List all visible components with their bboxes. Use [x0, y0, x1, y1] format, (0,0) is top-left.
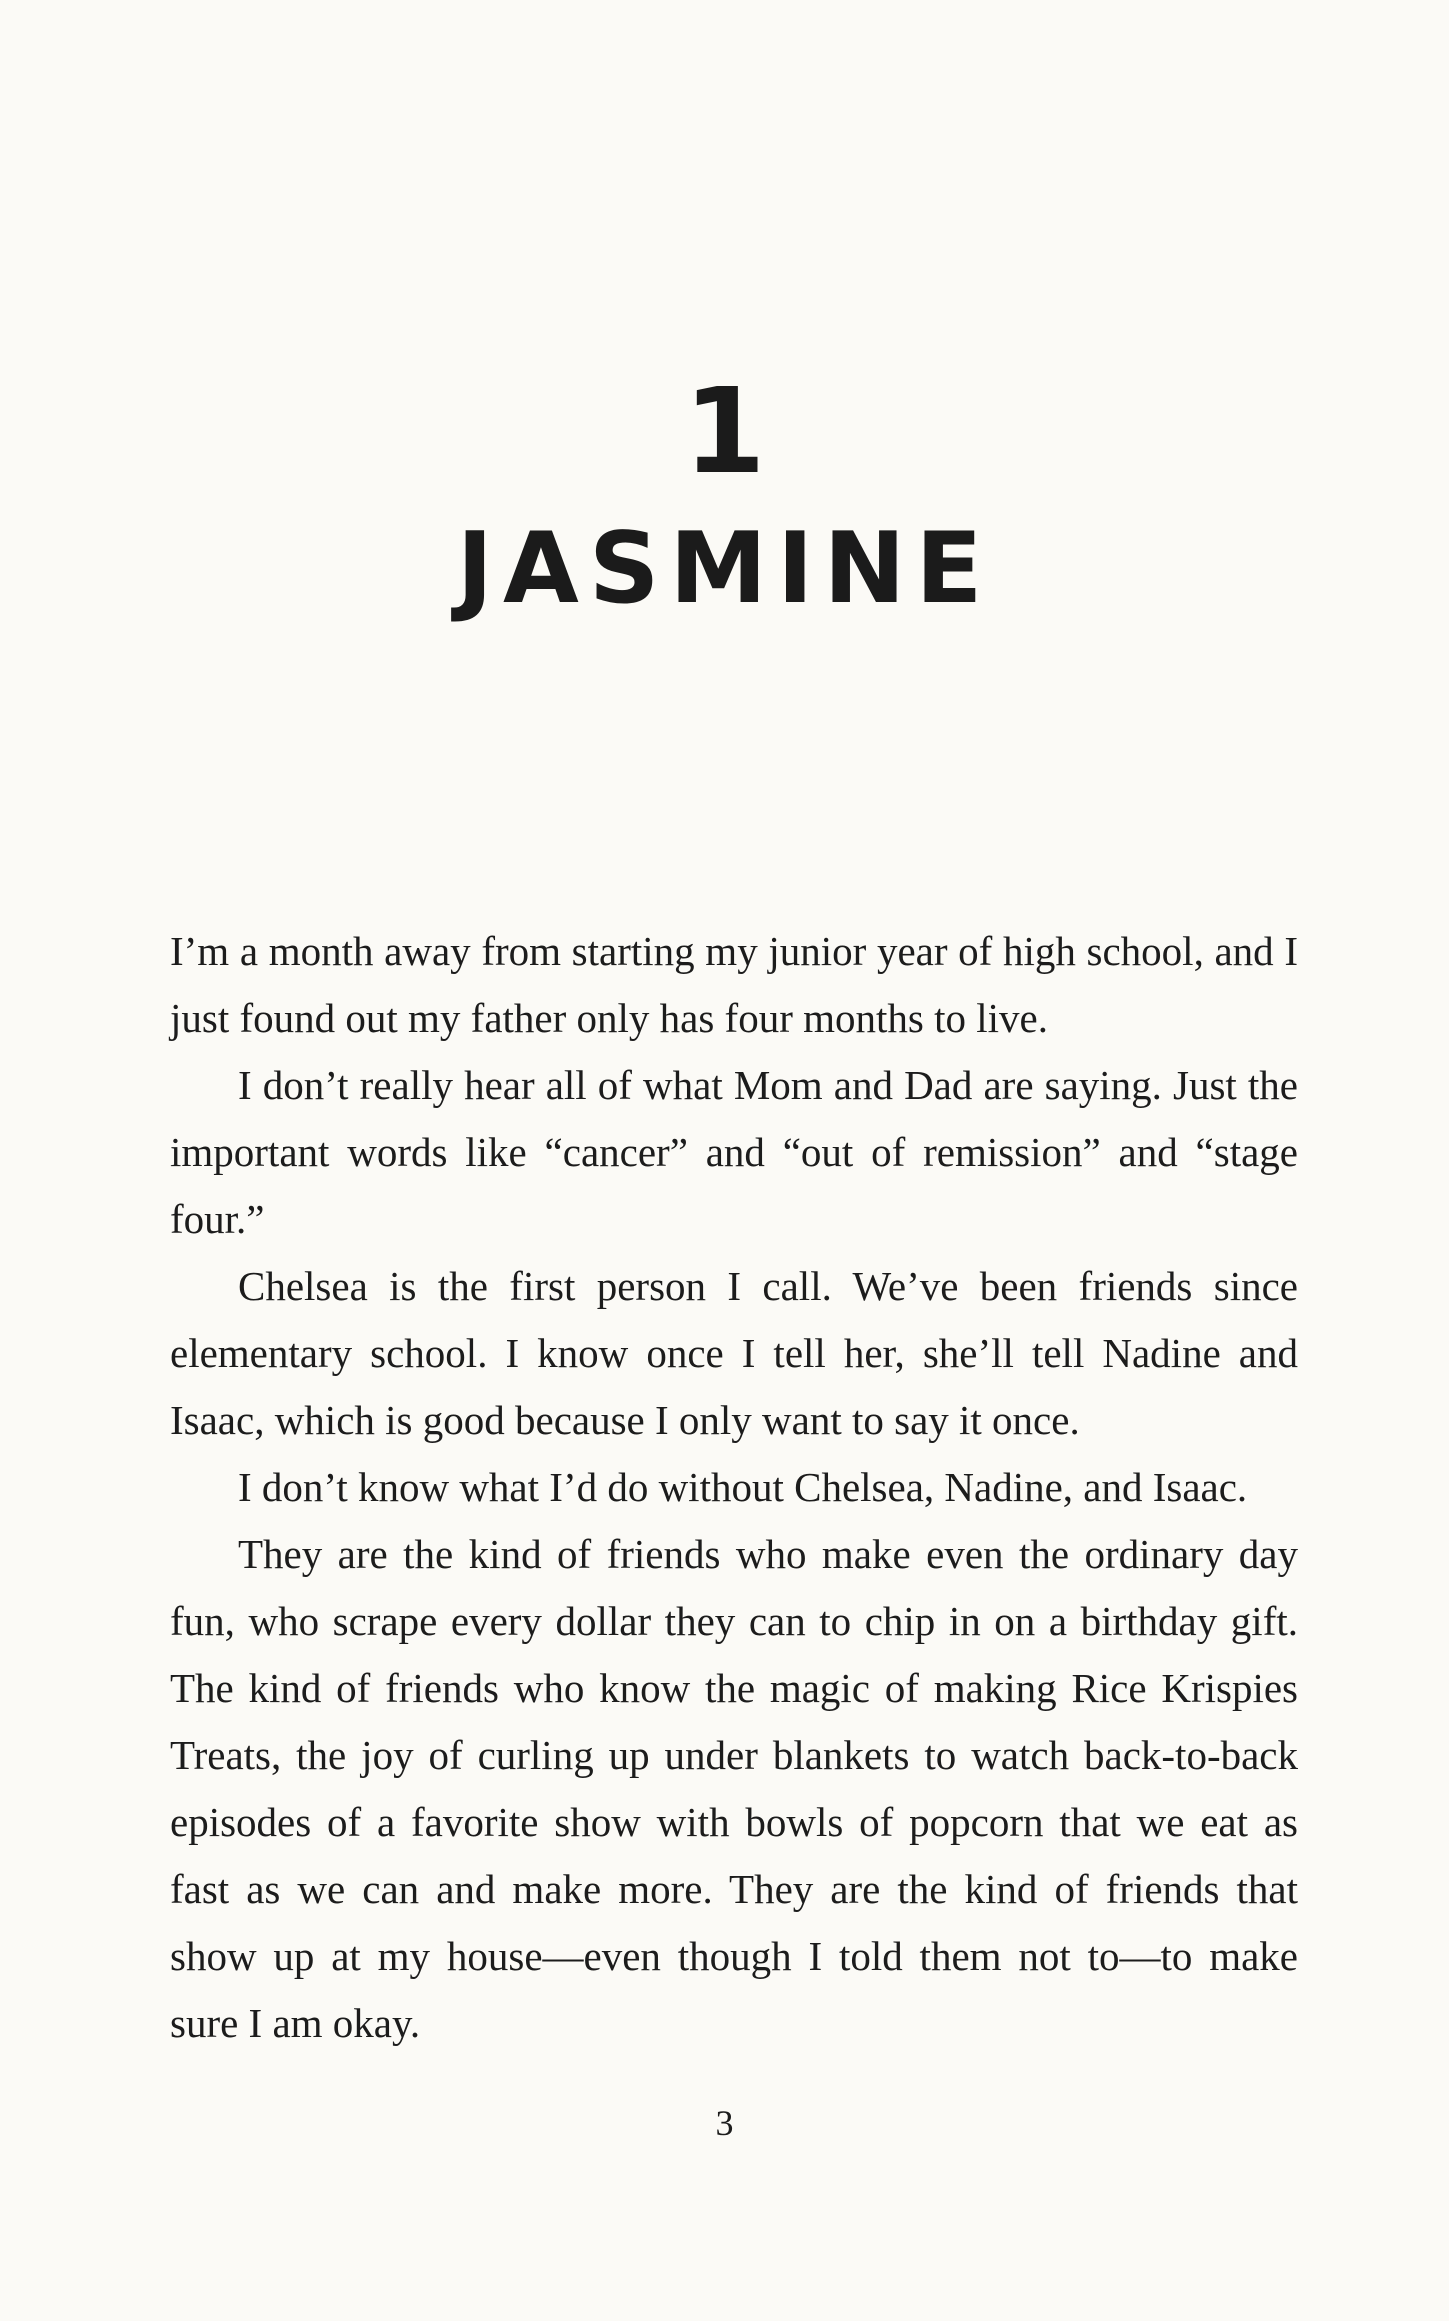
paragraph: I don’t know what I’d do without Chelsea, Nadine, and Isaac. [238, 1464, 1248, 1510]
paragraph: I don’t really hear all of what Mom and Dad are saying. Just the important words like “cancer” and “out of remission” and “stage four.” [170, 1062, 1298, 1242]
paragraph: Chelsea is the first person I call. We’ve been friends since elementary school. I know once I tell her, she’ll tell Nadine and Isaac, which is good because I only want to say it once. [170, 1263, 1298, 1443]
paragraph: They are the kind of friends who make even the ordinary day fun, who scrape every dollar they can to chip in on a birthday gift. The kind of friends who know the magic of making Rice Krispies Treats, the joy of curling up under blankets to watch back-to-back episodes of a favorite show with bowls of popcorn that we eat as fast as we can and make more. They are the kind of friends that show up at my house—even though I told them not to—to make sure I am okay. [170, 1531, 1298, 2046]
page-number: 3 [715, 2103, 734, 2143]
chapter-title: JASMINE [456, 512, 993, 626]
chapter-number: 1 [683, 362, 766, 500]
paragraph: I’m a month away from starting my junior year of high school, and I just found out my father only has four months to live. [170, 928, 1298, 1041]
chapter-body [170, 918, 1298, 2057]
